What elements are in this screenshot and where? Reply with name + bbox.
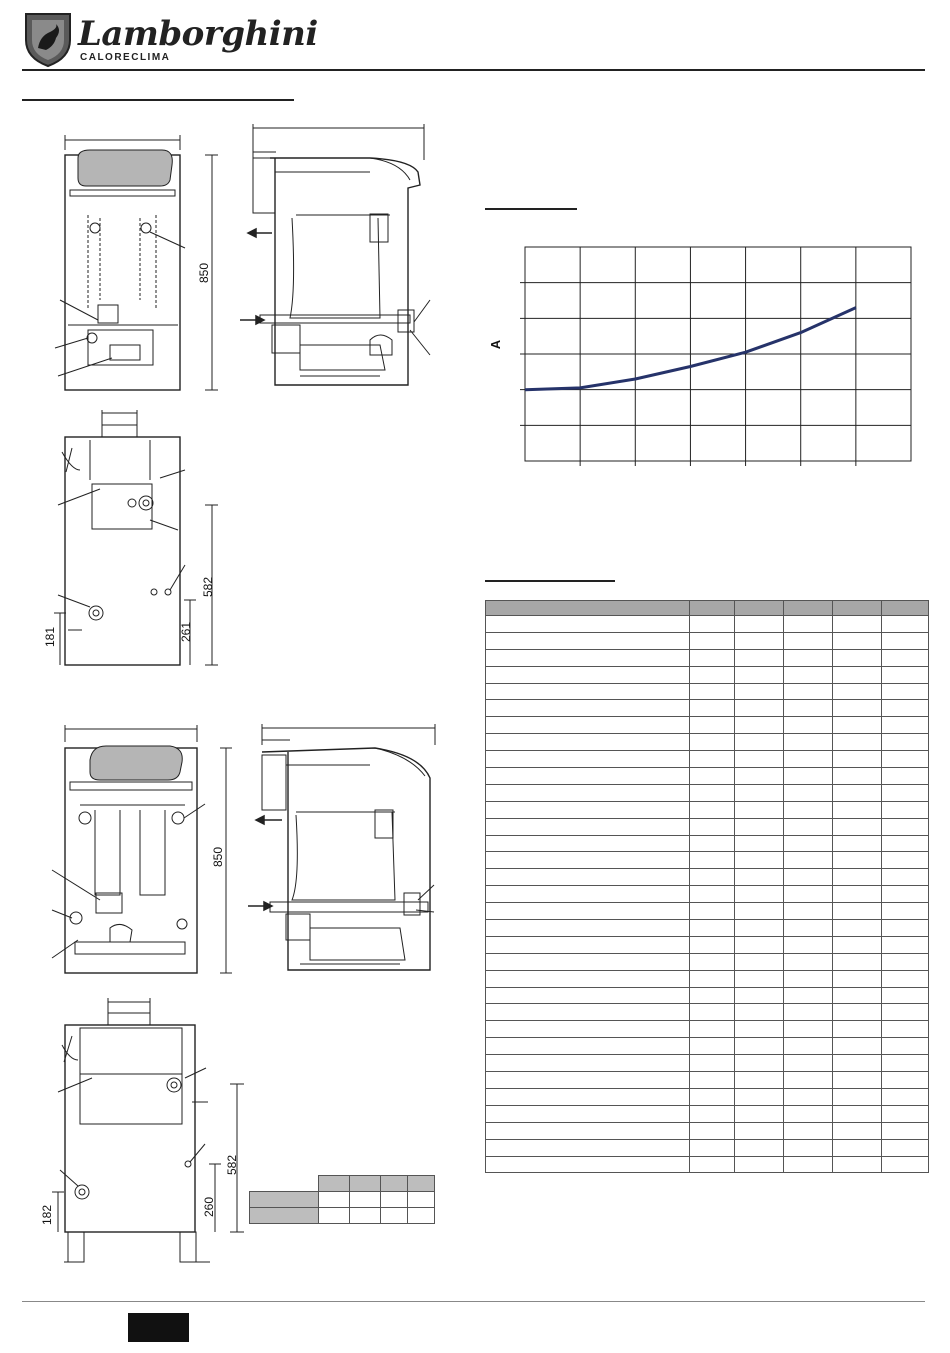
table-row <box>486 683 929 700</box>
graph-section-rule <box>485 208 577 210</box>
table-row <box>486 649 929 666</box>
table-row <box>486 835 929 852</box>
page-number-box <box>128 1313 189 1342</box>
technical-data-table <box>485 600 929 1173</box>
table-row <box>486 1088 929 1105</box>
table-row <box>486 1038 929 1055</box>
table-row <box>486 1139 929 1156</box>
table-row <box>486 1105 929 1122</box>
table-row <box>486 852 929 869</box>
dim-182-bottom: 182 <box>40 1204 54 1225</box>
table-row <box>486 936 929 953</box>
table-row <box>486 717 929 734</box>
table-row <box>486 1055 929 1072</box>
table-row <box>486 734 929 751</box>
boiler-drawings-top <box>0 0 480 700</box>
dim-260-bottom: 260 <box>202 1196 216 1217</box>
table-row <box>486 818 929 835</box>
graph-y-axis-label: A <box>488 339 504 350</box>
brand-name: Lamborghini <box>78 14 318 54</box>
table-row <box>486 869 929 886</box>
dim-height-bottom: 850 <box>211 846 225 867</box>
table-row <box>486 1122 929 1139</box>
table-row <box>486 1072 929 1089</box>
table-row <box>486 632 929 649</box>
table-row <box>486 970 929 987</box>
pressure-loss-graph <box>480 235 920 475</box>
table-row <box>486 1004 929 1021</box>
dim-height-top: 850 <box>197 262 211 283</box>
table-header-row <box>486 601 929 616</box>
table-row <box>486 920 929 937</box>
table-row <box>486 768 929 785</box>
small-dimension-table <box>249 1175 435 1224</box>
table-row <box>486 700 929 717</box>
table-row <box>486 886 929 903</box>
dim-261-top: 261 <box>179 621 193 642</box>
dim-582-top: 582 <box>201 576 215 597</box>
table-row <box>486 1021 929 1038</box>
brand-subtitle: CALORECLIMA <box>80 52 171 63</box>
table-row <box>486 616 929 633</box>
table-row <box>486 903 929 920</box>
table-row <box>486 751 929 768</box>
table-row <box>486 987 929 1004</box>
table-row <box>486 953 929 970</box>
table-row <box>486 801 929 818</box>
dim-181-top: 181 <box>43 626 57 647</box>
graph-grid <box>520 247 911 466</box>
dim-582-bottom: 582 <box>225 1154 239 1175</box>
table-row <box>486 666 929 683</box>
table-row <box>486 784 929 801</box>
table-row <box>486 1156 929 1173</box>
footer-rule <box>22 1301 925 1302</box>
table-section-rule <box>485 580 615 582</box>
